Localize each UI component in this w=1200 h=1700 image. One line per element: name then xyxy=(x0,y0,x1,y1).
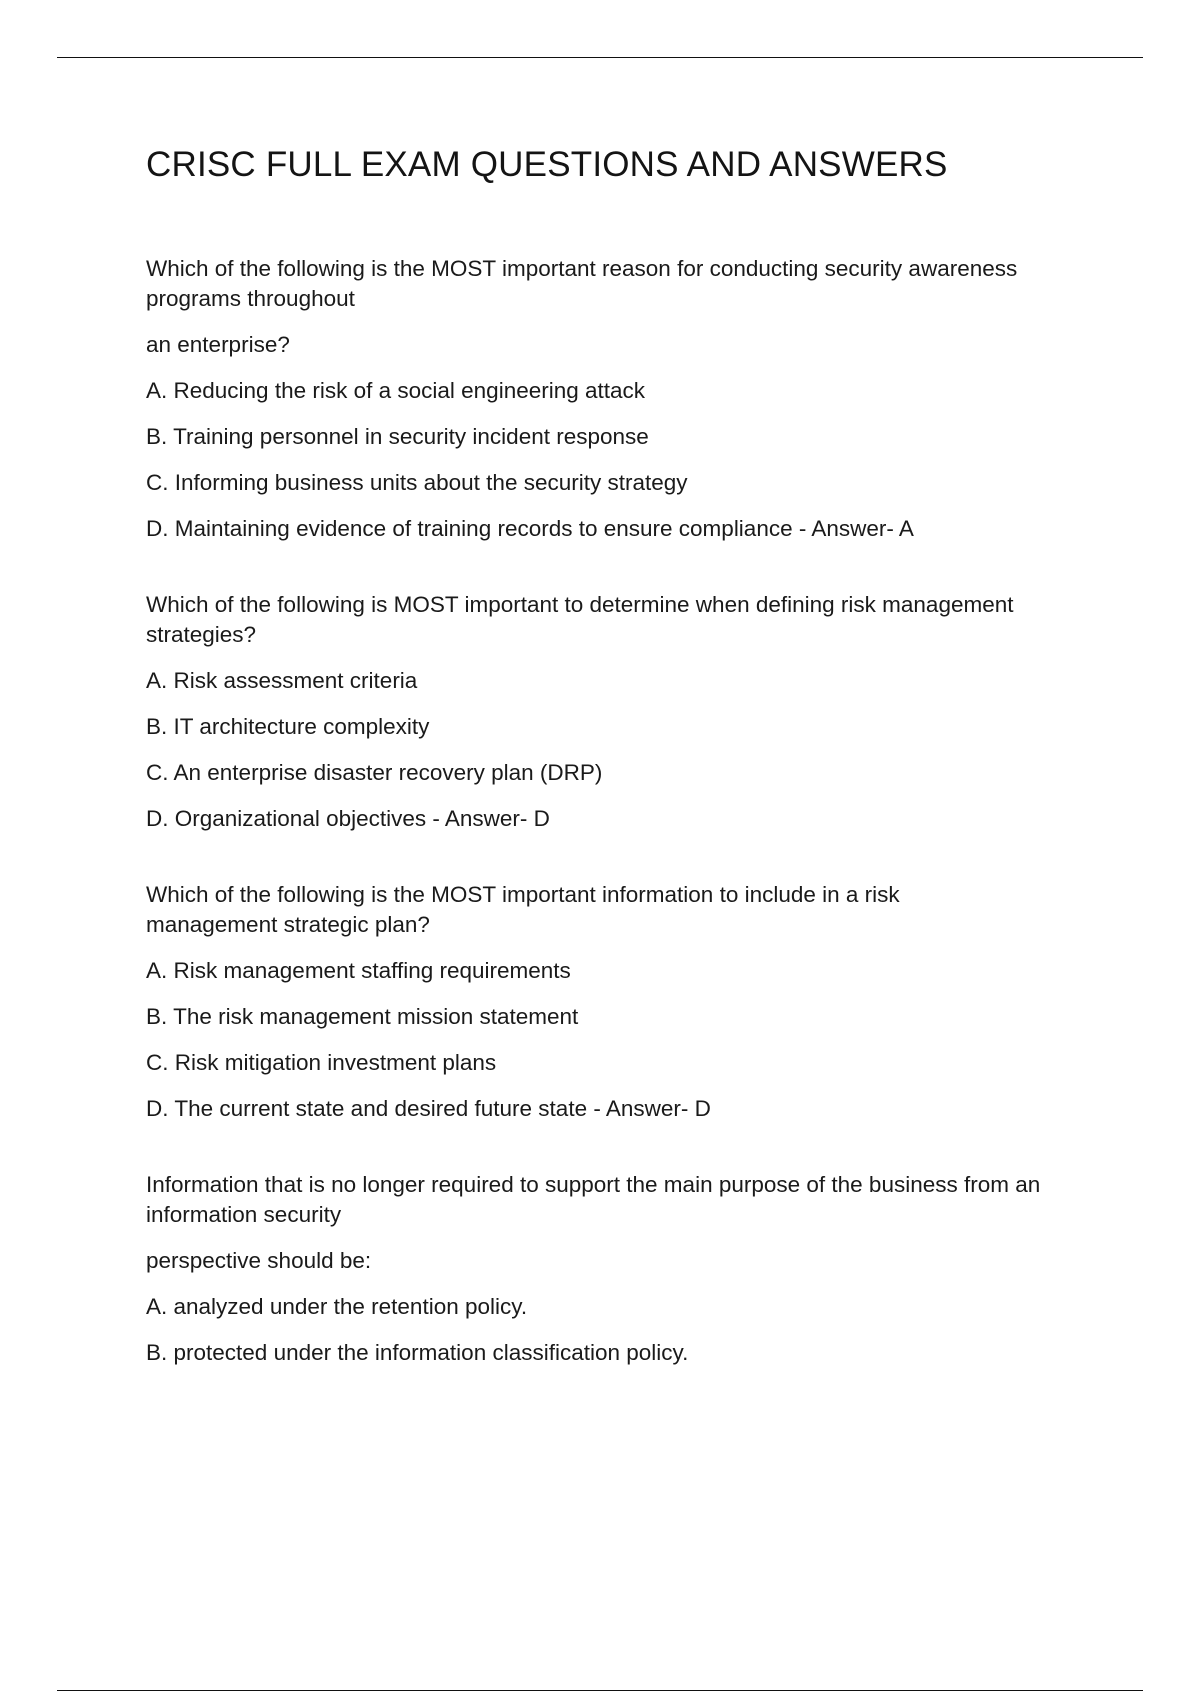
question-text-continuation: an enterprise? xyxy=(146,332,290,357)
answer-option: D. Maintaining evidence of training records to ensure compliance - Answer- A xyxy=(146,516,914,541)
question-block xyxy=(146,880,1101,1124)
answer-option: B. IT architecture complexity xyxy=(146,714,430,739)
top-rule xyxy=(57,57,1143,58)
question-block xyxy=(146,590,1101,834)
answer-option: B. The risk management mission statement xyxy=(146,1004,579,1029)
answer-option: C. Informing business units about the security strategy xyxy=(146,470,688,495)
answer-option: B. Training personnel in security incident response xyxy=(146,424,649,449)
answer-option: C. Risk mitigation investment plans xyxy=(146,1050,497,1075)
question-block xyxy=(146,254,1101,544)
question-block xyxy=(146,1170,1101,1368)
question-text-continuation: perspective should be: xyxy=(146,1248,372,1273)
page-content xyxy=(146,140,1101,1414)
answer-option: A. Risk assessment criteria xyxy=(146,668,418,693)
question-text: Which of the following is the MOST important information to include in a risk management strategic plan? xyxy=(146,882,900,937)
question-text: Which of the following is MOST important to determine when defining risk management strategies? xyxy=(146,592,1014,647)
answer-option: D. The current state and desired future state - Answer- D xyxy=(146,1096,711,1121)
answer-option: D. Organizational objectives - Answer- D xyxy=(146,806,550,831)
question-text: Which of the following is the MOST important reason for conducting security awareness programs throughout xyxy=(146,256,1018,311)
bottom-rule xyxy=(57,1690,1143,1691)
document-title: CRISC FULL EXAM QUESTIONS AND ANSWERS xyxy=(146,145,948,184)
answer-option: A. Reducing the risk of a social engineering attack xyxy=(146,378,646,403)
answer-option: A. analyzed under the retention policy. xyxy=(146,1294,528,1319)
answer-option: C. An enterprise disaster recovery plan (DRP) xyxy=(146,760,603,785)
question-text: Information that is no longer required to support the main purpose of the business from an information security xyxy=(146,1172,1041,1227)
answer-option: B. protected under the information classification policy. xyxy=(146,1340,689,1365)
answer-option: A. Risk management staffing requirements xyxy=(146,958,571,983)
